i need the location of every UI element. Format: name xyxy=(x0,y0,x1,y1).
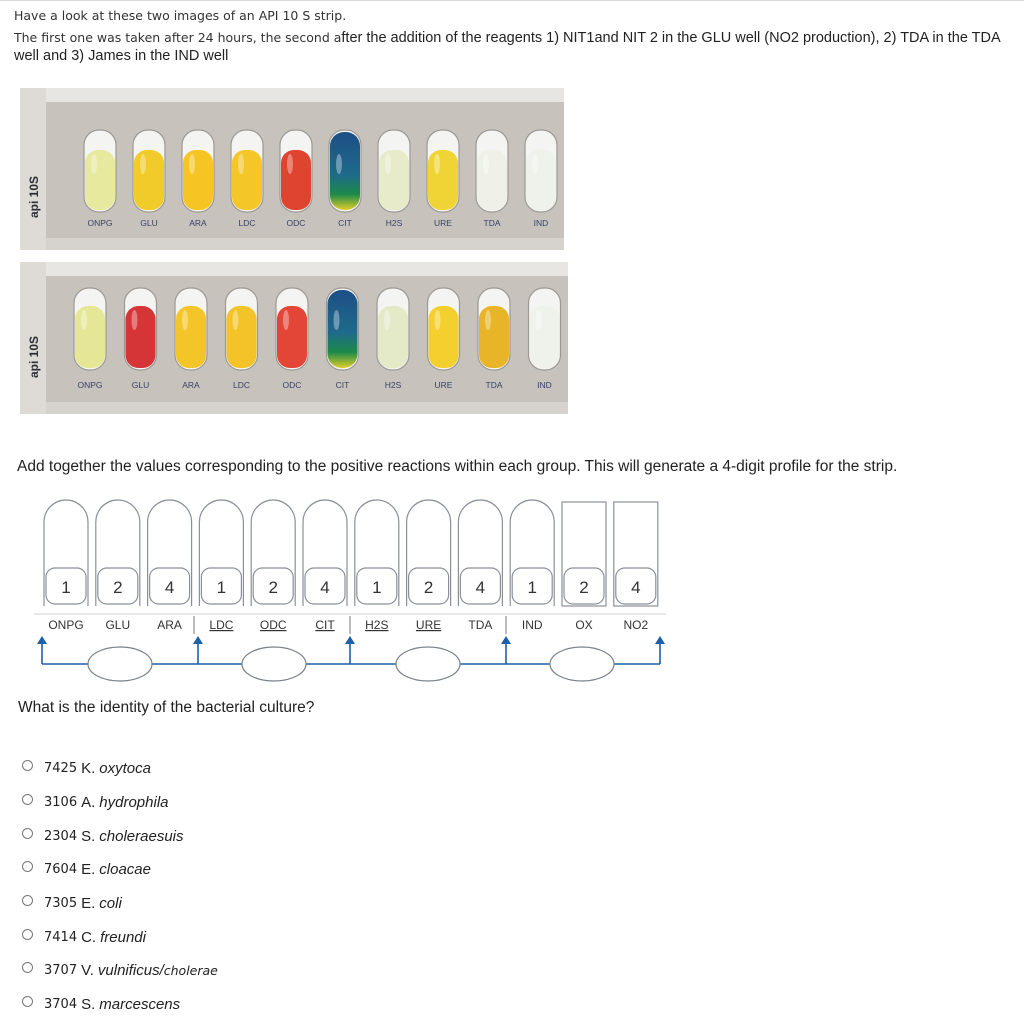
api-logo: api 10S xyxy=(27,175,41,218)
well-label: URE xyxy=(434,380,453,390)
strip-edge xyxy=(20,402,568,414)
profile-value: 4 xyxy=(631,578,641,597)
option-species: vulnificus/ xyxy=(97,962,164,980)
radio-button[interactable] xyxy=(22,962,33,973)
option-genus: K. xyxy=(81,760,96,778)
answer-option[interactable] xyxy=(22,853,218,887)
well-label: LDC xyxy=(238,218,256,228)
strip-edge xyxy=(20,238,564,250)
test-odc xyxy=(251,500,295,632)
well-label: TDA xyxy=(485,380,503,390)
test-h2s xyxy=(355,500,399,632)
arrow-up-icon xyxy=(655,636,665,644)
api-strip-image-1 xyxy=(20,88,564,250)
test-no2 xyxy=(614,502,658,632)
strip-edge xyxy=(20,88,564,102)
test-cit xyxy=(303,500,347,632)
profile-label: NO2 xyxy=(623,618,649,632)
option-code: 3704 xyxy=(44,997,78,1013)
strip-end xyxy=(20,88,46,250)
intro-text: Have a look at these two images of an API 10 S strip. xyxy=(14,8,347,23)
option-species: freundi xyxy=(100,928,146,946)
option-code: 2304 xyxy=(44,828,78,844)
radio-button[interactable] xyxy=(22,828,33,839)
answer-option[interactable] xyxy=(22,786,218,820)
profile-diagram xyxy=(30,498,670,692)
strip-edge xyxy=(20,262,568,276)
answer-option[interactable] xyxy=(22,920,218,954)
well-label: CIT xyxy=(338,218,352,228)
well-label: CIT xyxy=(335,380,350,390)
well-label: LDC xyxy=(232,380,251,390)
intro-reagents-part2: fter the addition of the reagents 1) NIT1and NIT 2 in the GLU well (NO2 production), 2) TDA in the TDA well and 3) James in the IND well xyxy=(14,30,1000,64)
option-species: coli xyxy=(99,895,122,913)
well-label: GLU xyxy=(140,218,158,228)
test-ldc xyxy=(199,500,243,632)
top-divider xyxy=(0,0,1024,1)
profile-value: 4 xyxy=(164,578,175,597)
profile-digit-oval xyxy=(88,647,152,681)
well-label: H2S xyxy=(384,380,402,390)
api-logo: api 10S xyxy=(27,335,41,378)
well-label: ODC xyxy=(286,218,306,228)
answer-option[interactable] xyxy=(22,819,218,853)
profile-value: 1 xyxy=(61,578,71,597)
option-genus: V. xyxy=(81,962,94,980)
option-species: cloacae xyxy=(99,861,151,879)
strip-photo-reagents xyxy=(20,262,568,414)
profile-label: ONPG xyxy=(48,618,84,632)
test-glu xyxy=(96,500,140,632)
option-code: 7414 xyxy=(44,929,78,945)
profile-label: LDC xyxy=(209,618,234,632)
option-genus: E. xyxy=(81,895,96,913)
well-label: IND xyxy=(537,380,552,390)
test-onpg xyxy=(44,500,88,632)
arrow-up-icon xyxy=(345,636,355,644)
option-code: 3106 xyxy=(44,795,78,811)
profile-value: 1 xyxy=(216,578,227,597)
profile-value: 2 xyxy=(579,578,589,597)
radio-button[interactable] xyxy=(22,760,33,771)
profile-label: CIT xyxy=(315,618,335,632)
intro-reagents-part1: The first one was taken after 24 hours, the second a xyxy=(14,30,342,45)
profile-grid xyxy=(30,498,670,688)
option-code: 7425 xyxy=(44,761,78,777)
profile-instruction: Add together the values corresponding to the positive reactions within each group. This will generate a 4-digit profile for the strip. xyxy=(17,458,898,475)
arrow-up-icon xyxy=(193,636,203,644)
intro-reagents-text xyxy=(14,29,1014,65)
api-strip-image-2 xyxy=(20,262,568,414)
profile-digit-oval xyxy=(242,647,306,681)
profile-value: 2 xyxy=(423,578,434,597)
profile-digit-oval xyxy=(396,647,460,681)
profile-label: H2S xyxy=(365,618,389,632)
option-genus: C. xyxy=(81,928,97,946)
profile-label: GLU xyxy=(105,618,131,632)
option-genus: E. xyxy=(81,861,96,879)
option-genus: S. xyxy=(81,827,96,845)
profile-value: 1 xyxy=(372,578,382,597)
profile-value: 4 xyxy=(475,578,486,597)
profile-value: 4 xyxy=(320,578,330,597)
answer-option[interactable] xyxy=(22,988,218,1022)
profile-value: 2 xyxy=(113,578,123,597)
option-genus: S. xyxy=(81,996,96,1014)
radio-button[interactable] xyxy=(22,895,33,906)
option-genus: A. xyxy=(81,794,96,812)
radio-button[interactable] xyxy=(22,861,33,872)
option-code: 7604 xyxy=(44,862,78,878)
answer-option[interactable] xyxy=(22,887,218,921)
profile-value: 1 xyxy=(527,578,537,597)
test-ara xyxy=(148,500,192,632)
strip-photo-24h xyxy=(20,88,564,250)
option-species: oxytoca xyxy=(99,760,151,778)
test-tda xyxy=(458,500,502,632)
profile-label: IND xyxy=(521,618,543,632)
well-label: H2S xyxy=(385,218,403,228)
option-species: choleraesuis xyxy=(99,827,184,845)
option-code: 3707 xyxy=(44,963,78,979)
profile-value: 2 xyxy=(268,578,278,597)
radio-button[interactable] xyxy=(22,794,33,805)
test-ox xyxy=(562,502,606,632)
well-label: ODC xyxy=(282,380,302,390)
profile-label: TDA xyxy=(468,618,493,632)
well-label: ARA xyxy=(182,380,200,390)
profile-label: URE xyxy=(415,618,442,632)
radio-button[interactable] xyxy=(22,996,33,1007)
option-species: marcescens xyxy=(99,996,181,1014)
answer-option[interactable] xyxy=(22,954,218,988)
profile-digit-oval xyxy=(550,647,614,681)
answer-option[interactable] xyxy=(22,752,218,786)
well-label: TDA xyxy=(483,218,501,228)
answer-options xyxy=(22,752,218,1022)
arrow-up-icon xyxy=(501,636,511,644)
well-label: ONPG xyxy=(87,218,113,228)
well-label: URE xyxy=(434,218,452,228)
radio-button[interactable] xyxy=(22,929,33,940)
well-label: ARA xyxy=(189,218,207,228)
option-extra: cholerae xyxy=(163,963,218,979)
arrow-up-icon xyxy=(37,636,47,644)
question-text: What is the identity of the bacterial culture? xyxy=(18,699,315,716)
well-label: GLU xyxy=(131,380,150,390)
profile-label: ARA xyxy=(157,618,182,632)
well-label: ONPG xyxy=(77,380,103,390)
option-species: hydrophila xyxy=(99,794,169,812)
test-ure xyxy=(407,500,451,632)
option-code: 7305 xyxy=(44,896,78,912)
test-ind xyxy=(510,500,554,632)
well-label: IND xyxy=(533,218,549,228)
profile-label: OX xyxy=(575,618,593,632)
profile-label: ODC xyxy=(259,618,287,632)
